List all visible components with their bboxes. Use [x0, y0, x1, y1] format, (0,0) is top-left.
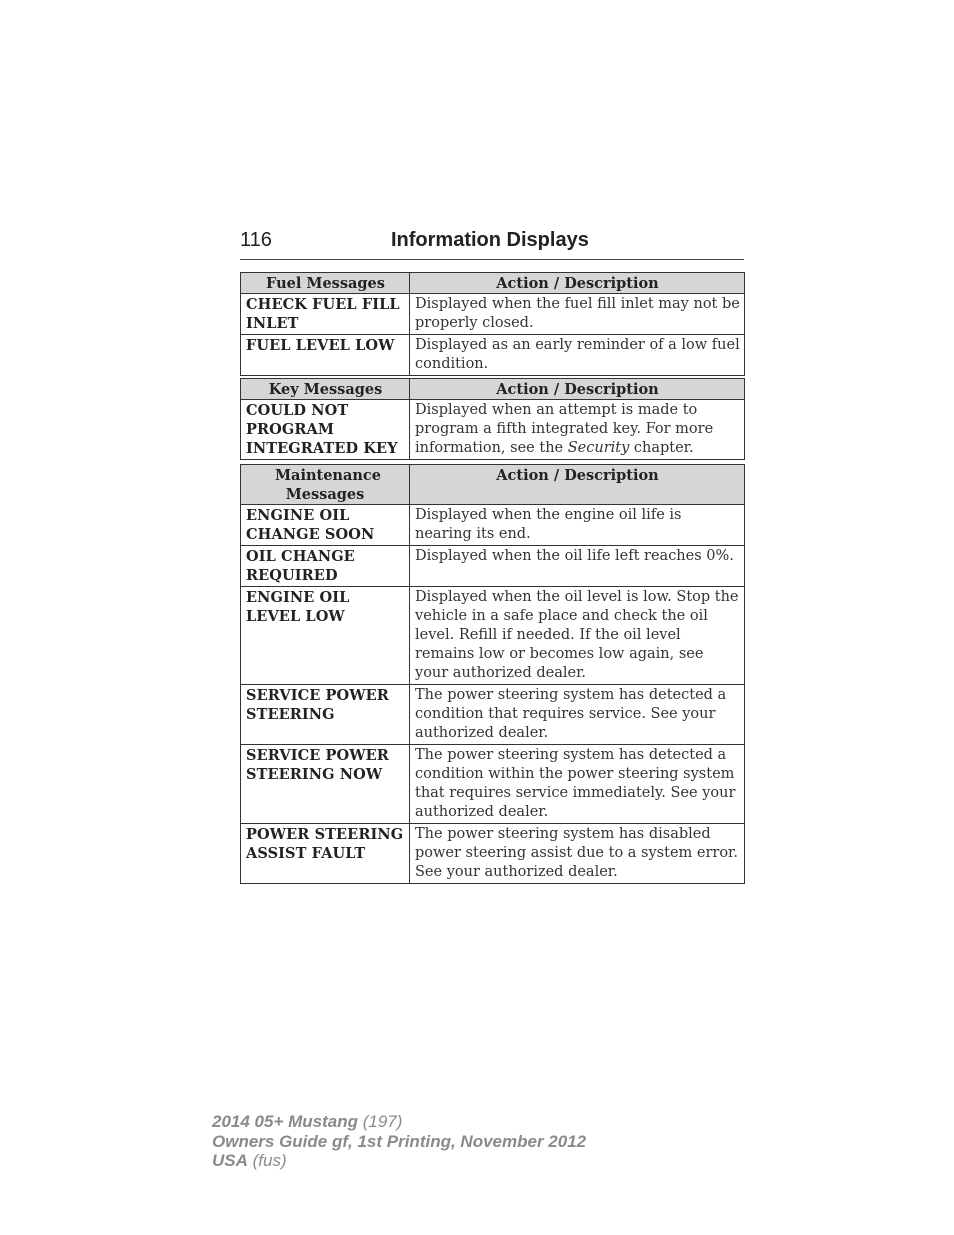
table-row: [241, 400, 745, 460]
footer-market: USA: [212, 1151, 248, 1170]
table-row: [241, 745, 745, 824]
key-messages-table: [240, 378, 745, 460]
footer-line: [212, 1151, 586, 1171]
maintenance-messages-table: [240, 464, 745, 884]
footer-line: [212, 1132, 586, 1152]
table-header-row: [241, 273, 745, 294]
table-row: [241, 335, 745, 376]
table-header-row: [241, 465, 745, 505]
message-description: Displayed when the fuel fill inlet may not be properly closed.: [410, 294, 745, 335]
message-name: ENGINE OIL CHANGE SOON: [241, 505, 410, 546]
fuel-messages-table: [240, 272, 745, 376]
table-row: [241, 824, 745, 884]
message-name: OIL CHANGE REQUIRED: [241, 546, 410, 587]
message-description: [410, 400, 745, 460]
table-row: [241, 685, 745, 745]
column-header: Action / Description: [410, 273, 745, 294]
message-name: SERVICE POWER STEERING: [241, 685, 410, 745]
message-description: Displayed when the oil level is low. Stop the vehicle in a safe place and check the oil level. Refill if needed. If the oil level remains low or becomes low again, see your authorized dealer.: [410, 587, 745, 685]
message-description: Displayed as an early reminder of a low fuel condition.: [410, 335, 745, 376]
message-name: ENGINE OIL LEVEL LOW: [241, 587, 410, 685]
message-description: The power steering system has detected a condition that requires service. See your authorized dealer.: [410, 685, 745, 745]
column-header: Fuel Messages: [241, 273, 410, 294]
message-name: CHECK FUEL FILL INLET: [241, 294, 410, 335]
message-name: POWER STEERING ASSIST FAULT: [241, 824, 410, 884]
message-name: FUEL LEVEL LOW: [241, 335, 410, 376]
page-number: 116: [240, 229, 272, 251]
column-header: Key Messages: [241, 379, 410, 400]
document-footer: [212, 1112, 586, 1171]
column-header: Action / Description: [410, 379, 745, 400]
security-chapter-reference: Security: [567, 440, 630, 456]
table-row: [241, 505, 745, 546]
column-header: Action / Description: [410, 465, 745, 505]
table-row: [241, 546, 745, 587]
table-header-row: [241, 379, 745, 400]
message-name: COULD NOT PROGRAM INTEGRATED KEY: [241, 400, 410, 460]
message-description: Displayed when the engine oil life is nearing its end.: [410, 505, 745, 546]
description-text: Displayed when an attempt is made to program a fifth integrated key. For more information, see the: [415, 402, 714, 456]
footer-model-code: (197): [362, 1112, 403, 1131]
description-text: chapter.: [629, 440, 694, 456]
message-name: SERVICE POWER STEERING NOW: [241, 745, 410, 824]
message-description: The power steering system has disabled power steering assist due to a system error. See your authorized dealer.: [410, 824, 745, 884]
table-row: [241, 294, 745, 335]
footer-line: [212, 1112, 586, 1132]
table-row: [241, 587, 745, 685]
footer-printing: Owners Guide gf, 1st Printing, November 2012: [212, 1131, 587, 1151]
message-description: The power steering system has detected a condition within the power steering system that requires service immediately. See your authorized dealer.: [410, 745, 745, 824]
message-description: Displayed when the oil life left reaches 0%.: [410, 546, 745, 587]
footer-market-code: (fus): [252, 1151, 287, 1170]
footer-model: 2014 05+ Mustang: [212, 1112, 358, 1131]
column-header: Maintenance Messages: [241, 465, 410, 505]
page-header: [240, 229, 744, 260]
page-title: Information Displays: [391, 229, 589, 251]
